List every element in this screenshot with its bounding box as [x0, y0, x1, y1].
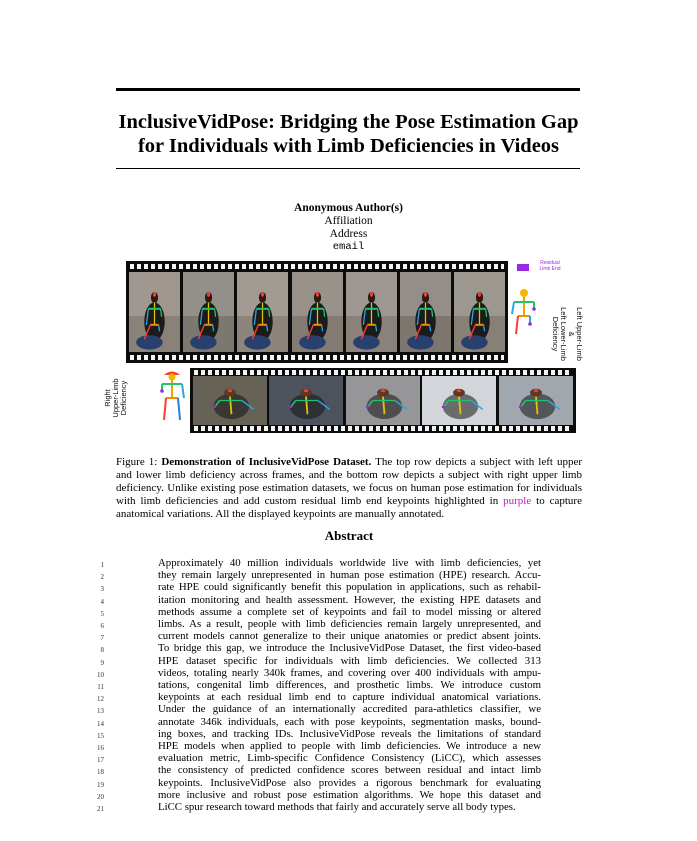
- line-number: 8: [100, 646, 104, 655]
- line-number: 10: [97, 670, 104, 679]
- line-number: 3: [100, 585, 104, 594]
- filmstrip-holes-top: [194, 370, 572, 375]
- line-number: 18: [97, 768, 104, 777]
- abstract-line: [90, 703, 560, 715]
- line-number: 5: [100, 609, 104, 618]
- line-number: 6: [100, 622, 104, 630]
- abstract-line: [90, 679, 560, 691]
- top-label-line-1: Left Upper-Limb &: [567, 307, 584, 361]
- pose-skeleton-overlay: [400, 272, 451, 352]
- video-frame: [183, 272, 234, 352]
- author-affiliation: Affiliation: [324, 215, 373, 227]
- pose-skeleton-overlay: [237, 272, 288, 352]
- line-number: 4: [100, 597, 104, 606]
- line-number: 7: [100, 634, 104, 643]
- abstract-line-text: they remain largely unrepresented in human pose estimation (HPE) research. Accu-: [158, 569, 541, 582]
- abstract-line: [90, 618, 560, 630]
- filmstrip-holes-bottom: [130, 355, 504, 360]
- top-label-line-3: Deficiency: [551, 316, 560, 352]
- abstract-line-text: current models cannot generalize to their unique anatomies or predict absent joints.: [158, 630, 541, 643]
- line-number: 14: [97, 719, 104, 728]
- top-label-line-2: Left Lower-Limb: [559, 307, 568, 361]
- video-frame: [129, 272, 180, 352]
- abstract-line-text: annotate 346k individuals, each with pose keypoints, segmentation masks, bound-: [158, 715, 541, 728]
- abstract-line: [90, 667, 560, 679]
- bottom-filmstrip: [190, 368, 576, 433]
- line-number: 1: [100, 561, 104, 569]
- residual-limb-legend-label: [535, 260, 565, 272]
- line-number: 17: [97, 756, 104, 765]
- filmstrip-holes-top: [130, 264, 504, 269]
- filmstrip-holes-bottom: [194, 426, 572, 431]
- abstract-line-text: videos, totaling nearly 340k frames, and covering over 400 individuals with ampu-: [158, 666, 541, 679]
- abstract-line: [90, 655, 560, 667]
- abstract-line-text: To bridge this gap, we introduce the InclusiveVidPose Dataset, the first video-based: [158, 642, 541, 655]
- line-number: 16: [97, 744, 104, 752]
- pose-skeleton-overlay: [183, 272, 234, 352]
- caption-prefix: Figure 1:: [116, 456, 162, 468]
- bottom-label-line-2: Upper-Limb: [111, 378, 120, 418]
- abstract-line-text: evaluation metric, Limb-specific Confidence Consistency (LiCC), which assesses: [158, 752, 541, 765]
- pose-skeleton-overlay: [346, 376, 420, 425]
- abstract-line: [90, 581, 560, 593]
- abstract-line: [90, 740, 560, 752]
- abstract-line: [90, 752, 560, 764]
- author-block: [200, 202, 497, 254]
- caption-body: The top row depicts a subject with left upper and lower limb deficiency across frames, and the bottom row depicts a subject with right upper limb deficiency. Unlike existing pose estimation datasets, we focus on human pose estimation for individuals with limb deficiencies and add custom residual limb end keypoints highlighted in: [116, 456, 582, 507]
- skeleton-icon-bottom: [156, 368, 188, 424]
- author-email: email: [332, 241, 365, 253]
- abstract-line: [90, 557, 560, 569]
- video-frame: [346, 272, 397, 352]
- line-number: 2: [100, 573, 104, 582]
- caption-bold: Demonstration of InclusiveVidPose Dataset.: [161, 456, 372, 468]
- legend-line-1: Residual: [540, 260, 560, 266]
- pose-skeleton-overlay: [454, 272, 505, 352]
- title-bottom-rule: [116, 168, 580, 169]
- abstract-line-text: tations, congenital limb differences, and prosthetic limbs. We introduce custom: [158, 679, 541, 691]
- abstract-line-text: methods assume a complete set of keypoints and fail to model missing or altered: [158, 605, 541, 618]
- abstract-line: [90, 691, 560, 703]
- abstract-line: [90, 764, 560, 776]
- abstract-line-text: Under the guidance of an internationally accredited para-athletics classifier, we: [158, 703, 541, 716]
- abstract-heading: Abstract: [324, 528, 374, 543]
- video-frame: [499, 376, 573, 425]
- bottom-row-label: [104, 370, 128, 426]
- abstract-line-text: itation monitoring and health assessment. However, the existing HPE datasets and: [158, 593, 541, 606]
- video-frame: [422, 376, 496, 425]
- bottom-label-line-3: Deficiency: [119, 380, 128, 416]
- title-top-rule: [116, 88, 580, 91]
- abstract-line-text: rate HPE could significantly benefit this population in applications, such as rehabil-: [158, 581, 541, 594]
- top-row-label: [551, 306, 583, 362]
- video-frame: [292, 272, 343, 352]
- pose-skeleton-overlay: [129, 272, 180, 352]
- bottom-label-line-1: Right: [103, 389, 112, 407]
- abstract-line-text: more inclusive and robust pose estimation algorithms. We hope this dataset and: [158, 788, 541, 801]
- abstract-line: [90, 630, 560, 642]
- abstract-line: [90, 594, 560, 606]
- abstract-line-text: keypoints at each residual limb end to capture individual anatomical variations.: [158, 691, 541, 704]
- line-number: 21: [97, 805, 104, 813]
- line-number: 12: [97, 695, 104, 704]
- video-frame: [454, 272, 505, 352]
- abstract-line-text: keypoints. InclusiveVidPose also provides a rigorous benchmark for evaluating: [158, 776, 541, 789]
- caption-tail: to capture anatomical variations. All the displayed keypoints are manually annotated.: [116, 494, 582, 520]
- abstract-line: [90, 728, 560, 740]
- video-frame: [237, 272, 288, 352]
- paper-title: [100, 110, 597, 158]
- abstract-line-text: ing boxes, and tracking IDs. InclusiveVidPose reveals the limitations of standard: [158, 727, 541, 740]
- author-address: Address: [329, 228, 368, 240]
- abstract-line-text: HPE models when applied to people with limb deficiencies. We introduce a new: [158, 740, 541, 752]
- video-frame: [269, 376, 343, 425]
- abstract-line: [90, 606, 560, 618]
- abstract-line: [90, 642, 560, 654]
- residual-limb-legend-swatch: [517, 264, 529, 271]
- line-number: 11: [97, 683, 104, 691]
- pose-skeleton-overlay: [422, 376, 496, 425]
- figure-caption: [116, 456, 582, 521]
- line-number: 9: [100, 658, 104, 667]
- line-number: 19: [97, 780, 104, 789]
- skeleton-icon-top: [509, 288, 539, 338]
- abstract-line-text: HPE dataset specific for individuals with limb deficiencies. We collected 313: [158, 654, 541, 667]
- title-line-2: for Individuals with Limb Deficiencies in Videos: [137, 135, 560, 157]
- abstract-line: [90, 716, 560, 728]
- abstract-line: [90, 777, 560, 789]
- author-name: Anonymous Author(s): [294, 202, 403, 214]
- title-line-1: InclusiveVidPose: Bridging the Pose Estimation Gap: [118, 111, 579, 133]
- abstract-line: [90, 801, 560, 813]
- abstract-line-text: LiCC spur research toward methods that fairly and accurately serve all body types.: [158, 801, 516, 813]
- pose-skeleton-overlay: [269, 376, 343, 425]
- video-frame: [400, 272, 451, 352]
- video-frame: [193, 376, 267, 425]
- pose-skeleton-overlay: [193, 376, 267, 425]
- line-number: 15: [97, 731, 104, 740]
- line-number: 20: [97, 792, 104, 801]
- line-number: 13: [97, 707, 104, 716]
- abstract-line: [90, 789, 560, 801]
- video-frame: [346, 376, 420, 425]
- caption-purple-word: purple: [503, 494, 532, 507]
- abstract-line-text: the consistency of predicted confidence scores between residual and intact limb: [158, 764, 541, 777]
- abstract-line: [90, 569, 560, 581]
- pose-skeleton-overlay: [346, 272, 397, 352]
- abstract-line-text: Approximately 40 million individuals worldwide live with limb deficiencies, yet: [158, 557, 541, 569]
- abstract-line-text: limbs. As a result, people with limb deficiencies remain largely unrepresented, and: [158, 618, 541, 630]
- top-filmstrip: [126, 261, 508, 363]
- pose-skeleton-overlay: [499, 376, 573, 425]
- pose-skeleton-overlay: [292, 272, 343, 352]
- legend-line-2: Limb End: [539, 266, 561, 272]
